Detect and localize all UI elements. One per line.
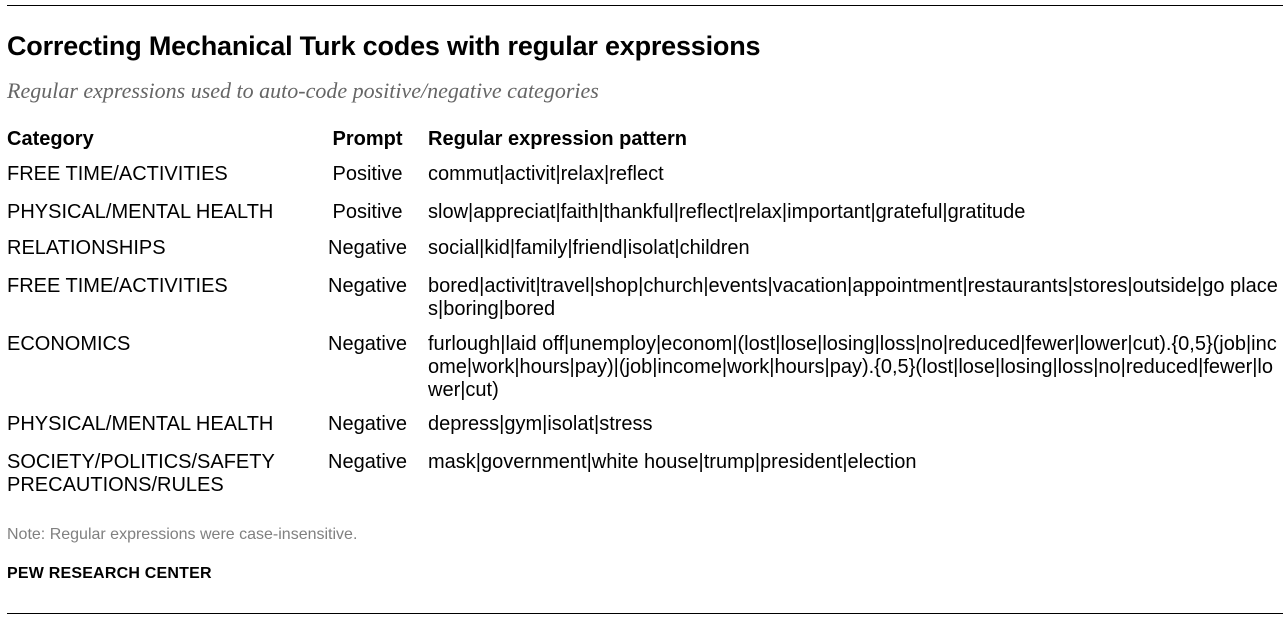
row-pattern	[428, 237, 1285, 260]
table-row	[7, 275, 1285, 333]
row-prompt: Negative	[328, 333, 407, 355]
table-header-row	[7, 121, 1285, 158]
top-rule	[7, 5, 1283, 6]
row-category: FREE TIME/ACTIVITIES	[7, 275, 228, 297]
row-pattern	[428, 275, 1285, 321]
bottom-rule	[7, 613, 1283, 614]
table-row	[7, 333, 1285, 413]
table-row	[7, 163, 1285, 201]
row-pattern	[428, 201, 1285, 224]
row-prompt: Negative	[328, 237, 407, 259]
table-row	[7, 201, 1285, 237]
row-category: FREE TIME/ACTIVITIES	[7, 163, 228, 185]
pattern-text: mask|government|white house|trump|president|election	[428, 451, 917, 473]
table-row	[7, 237, 1285, 275]
row-category: PHYSICAL/MENTAL HEALTH	[7, 413, 274, 435]
table-row	[7, 451, 1285, 511]
pattern-text: depress|gym|isolat|stress	[428, 413, 653, 435]
row-prompt: Positive	[332, 201, 403, 223]
source-label: PEW RESEARCH CENTER	[7, 565, 212, 582]
header-prompt: Prompt	[332, 128, 403, 150]
row-prompt: Negative	[328, 413, 407, 435]
pattern-text: slow|appreciat|faith|thankful|reflect|relax|important|grateful|gratitude	[428, 201, 1026, 223]
row-prompt: Negative	[328, 275, 407, 297]
header-pattern: Regular expression pattern	[428, 128, 687, 150]
row-pattern	[428, 451, 1285, 474]
regex-table	[7, 121, 1285, 511]
header-category: Category	[7, 128, 94, 150]
row-category: ECONOMICS	[7, 333, 131, 355]
page-subtitle: Regular expressions used to auto-code positive/negative categories	[7, 78, 599, 103]
row-category: RELATIONSHIPS	[7, 237, 166, 259]
row-prompt: Negative	[328, 451, 407, 473]
note-text: Note: Regular expressions were case-insensitive.	[7, 526, 358, 543]
pattern-text: furlough|laid off|unemploy|econom|(lost|lose|losing|loss|no|reduced|fewer|lower|cut).{0,5}(job|income|work|hours|pay)|(job|income|work|hours|pay).{0,5}(lost|lose|losing|loss|no|reduced|fewer|lower|cut)	[428, 333, 1277, 401]
table-row	[7, 413, 1285, 451]
row-category: PHYSICAL/MENTAL HEALTH	[7, 201, 274, 223]
row-prompt: Positive	[332, 163, 403, 185]
row-category: SOCIETY/POLITICS/SAFETY PRECAUTIONS/RULES	[7, 451, 275, 496]
pattern-text: social|kid|family|friend|isolat|children	[428, 237, 750, 259]
row-pattern	[428, 333, 1285, 402]
pattern-text: bored|activit|travel|shop|church|events|vacation|appointment|restaurants|stores|outside|go places|boring|bored	[428, 275, 1278, 320]
pattern-text: commut|activit|relax|reflect	[428, 163, 664, 185]
row-pattern	[428, 413, 1285, 436]
row-pattern	[428, 163, 1285, 186]
page-title: Correcting Mechanical Turk codes with regular expressions	[7, 31, 761, 61]
